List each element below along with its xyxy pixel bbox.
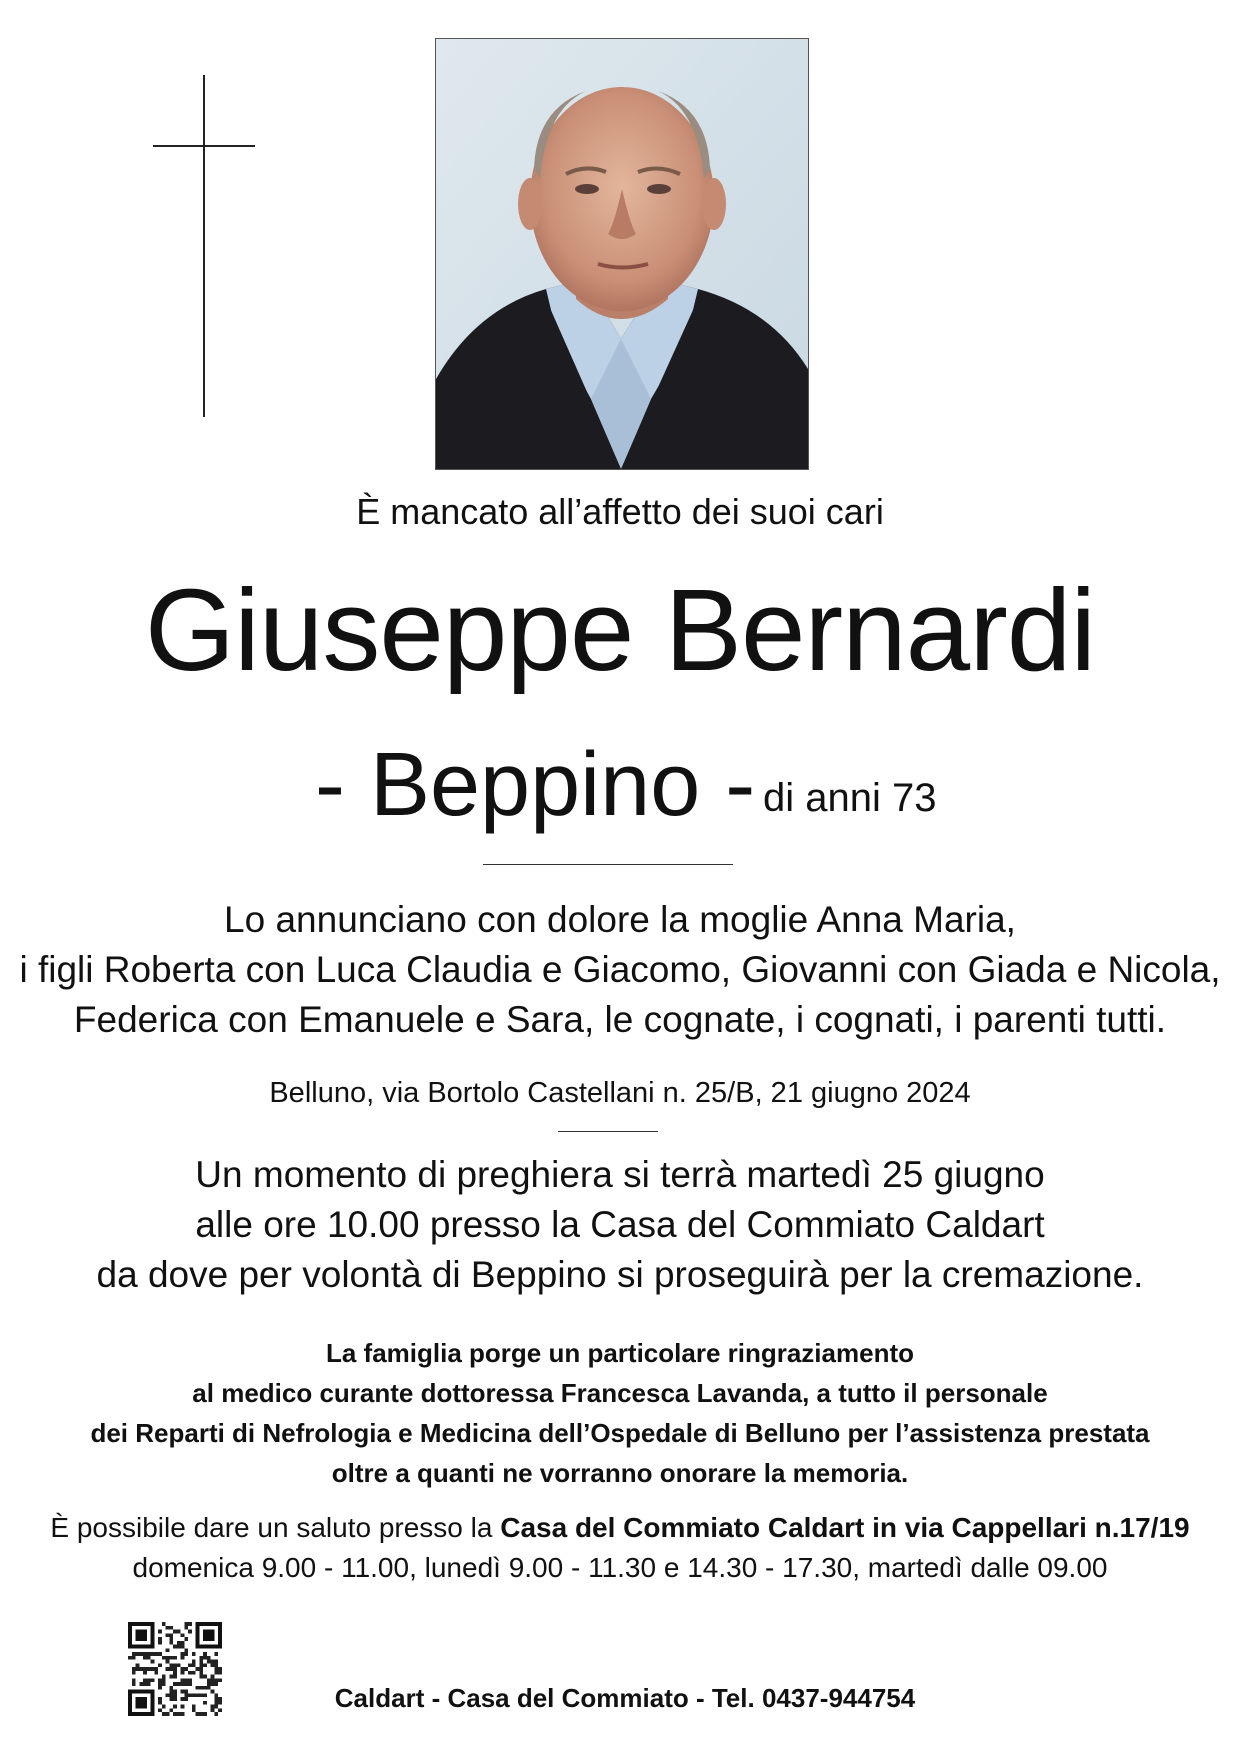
cross-horizontal-bar	[153, 145, 255, 147]
deceased-name: Giuseppe Bernardi	[144, 565, 1096, 695]
prayer-info	[0, 1150, 1240, 1300]
visit-prefix: È possibile dare un saluto presso la	[50, 1512, 501, 1543]
nickname: - Beppino -	[315, 735, 756, 835]
visit-hours: domenica 9.00 - 11.00, lunedì 9.00 - 11.30 e 14.30 - 17.30, martedì dalle 09.00	[132, 1552, 1108, 1583]
visit-line	[0, 1508, 1240, 1548]
thanks-block	[0, 1333, 1240, 1493]
announcement-line: i figli Roberta con Luca Claudia e Giacomo, Giovanni con Giada e Nicola,	[19, 949, 1221, 990]
divider	[558, 1131, 658, 1132]
prayer-line: alle ore 10.00 presso la Casa del Commiato Caldart	[195, 1204, 1045, 1245]
cross-vertical-bar	[203, 75, 205, 417]
announcement-line: Lo annunciano con dolore la moglie Anna Maria,	[224, 899, 1016, 940]
intro-text: È mancato all’affetto dei suoi cari	[356, 491, 884, 532]
funeral-home-footer: Caldart - Casa del Commiato - Tel. 0437-944754	[334, 1683, 916, 1713]
announcement	[0, 895, 1240, 1045]
visit-location: Casa del Commiato Caldart in via Cappellari n.17/19	[500, 1512, 1190, 1543]
prayer-line: da dove per volontà di Beppino si proseguirà per la cremazione.	[96, 1254, 1144, 1295]
visit-info	[0, 1508, 1240, 1588]
divider	[483, 864, 733, 865]
place-date: Belluno, via Bortolo Castellani n. 25/B, 21 giugno 2024	[269, 1077, 971, 1109]
age-text: di anni 73	[763, 776, 937, 820]
thanks-line: dei Reparti di Nefrologia e Medicina dell’Ospedale di Belluno per l’assistenza prestata	[90, 1418, 1150, 1448]
thanks-line: La famiglia porge un particolare ringraziamento	[325, 1338, 914, 1368]
thanks-line: oltre a quanti ne vorranno onorare la memoria.	[331, 1458, 909, 1488]
prayer-line: Un momento di preghiera si terrà martedì 25 giugno	[195, 1154, 1045, 1195]
nickname-row	[0, 735, 1240, 835]
announcement-line: Federica con Emanuele e Sara, le cognate, i cognati, i parenti tutti.	[73, 999, 1167, 1040]
thanks-line: al medico curante dottoressa Francesca Lavanda, a tutto il personale	[192, 1378, 1048, 1408]
portrait-photo	[435, 38, 809, 470]
